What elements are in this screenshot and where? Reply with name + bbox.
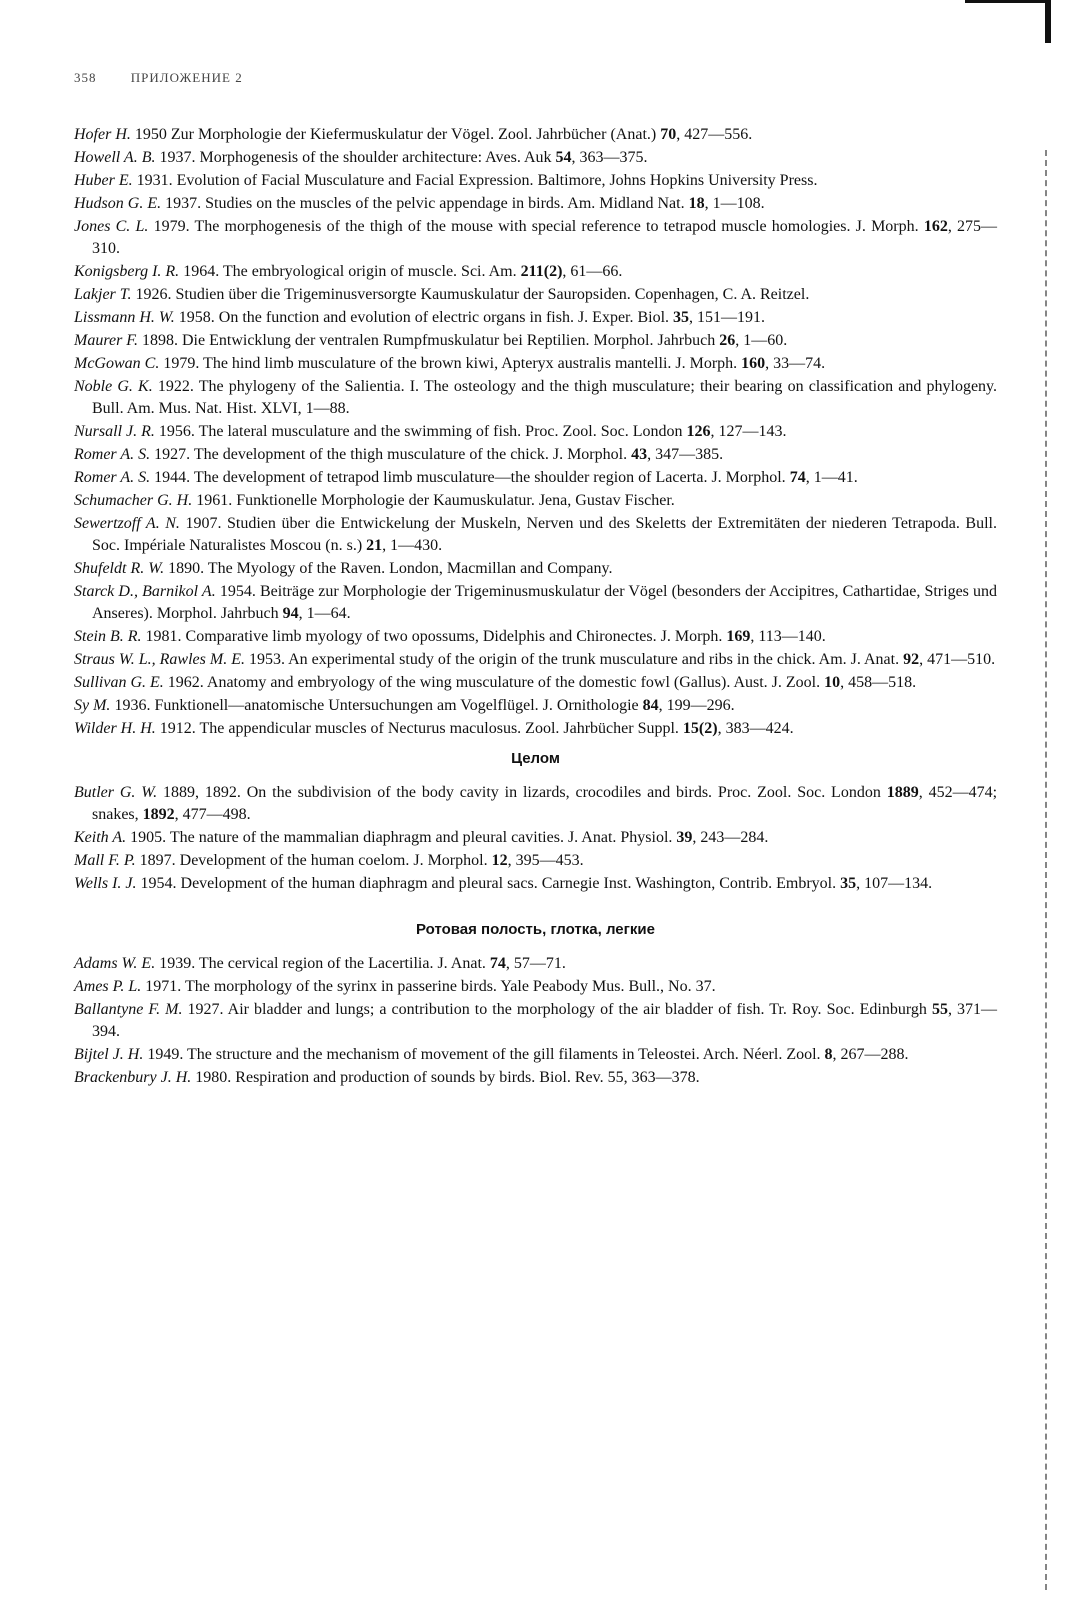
reference-text: 1927. The development of the thigh musculature of the chick. J. Morphol. [154,446,632,463]
reference-entry [74,376,997,420]
reference-volume: 94 [282,605,299,622]
reference-author: Konigsberg I. R. [74,263,180,280]
reference-pages: , 1—60. [735,332,788,349]
reference-pages: , 452—474; snakes, [92,784,998,823]
reference-volume: 54 [555,149,572,166]
reference-volume: 8 [824,1046,833,1063]
reference-entry [74,1044,997,1066]
reference-volume: 43 [631,446,648,463]
reference-volume: 39 [676,829,693,846]
reference-text: 1897. Development of the human coelom. J. Morphol. [139,852,492,869]
reference-text: 1954. Beiträge zur Morphologie der Trigeminusmuskulatur der Vögel (besonders der Accipitres, Cathartidae, Striges und Anseres). Morphol. Jahrbuch [92,583,998,622]
reference-volume: 15(2) [682,720,718,737]
reference-text: 1981. Comparative limb myology of two opossums, Didelphis and Chironectes. J. Morph. [145,628,727,645]
reference-text: 1922. The phylogeny of the Salientia. I. The osteology and the thigh musculature; their bearing on classification and phylogeny. Bull. Am. Mus. Nat. Hist. XLVI, 1—88. [92,378,998,417]
reference-author: Shufeldt R. W. [74,560,165,577]
running-title: ПРИЛОЖЕНИЕ 2 [130,70,243,85]
reference-entry [74,695,997,717]
reference-text: 1958. On the function and evolution of electric organs in fish. J. Exper. Biol. [178,309,674,326]
reference-entry [74,581,997,625]
reference-text: 1950 Zur Morphologie der Kiefermuskulatur der Vögel. Zool. Jahrbücher (Anat.) [134,126,661,143]
reference-volume: 55 [931,1001,948,1018]
reference-entry [74,1067,997,1089]
reference-volume: 21 [366,537,383,554]
reference-pages: , 1—430. [382,537,443,554]
reference-author: Stein B. R. [74,628,142,645]
reference-pages: , 199—296. [658,697,735,714]
reference-entry [74,216,997,260]
reference-author: Bijtel J. H. [74,1046,144,1063]
reference-pages: , 1—64. [298,605,351,622]
reference-author: Straus W. L., Rawles M. E. [74,651,245,668]
reference-author: Huber E. [74,172,133,189]
reference-text: 1971. The morphology of the syrinx in passerine birds. Yale Peabody Mus. Bull., No. 37. [145,978,716,995]
reference-pages: , 427—556. [676,126,753,143]
reference-entry [74,999,997,1043]
reference-author: Nursall J. R. [74,423,155,440]
reference-author: Brackenbury J. H. [74,1069,192,1086]
reference-volume: 12 [491,852,508,869]
reference-volume: 84 [642,697,659,714]
reference-volume: 35 [673,309,690,326]
section-title: Целом [511,750,560,767]
reference-author: Jones C. L. [74,218,149,235]
reference-pages: , 57—71. [505,955,566,972]
reference-text: 1907. Studien über die Entwickelung der Muskeln, Nerven und des Skeletts der Extremitäten der niederen Tetrapoda. Bull. Soc. Impériale Naturalistes Moscou (n. s.) [92,515,997,554]
reference-entry [74,718,997,740]
reference-entry [74,467,997,489]
reference-author: Schumacher G. H. [74,492,193,509]
reference-text: 1937. Studies on the muscles of the pelvic appendage in birds. Am. Midland Nat. [165,195,689,212]
reference-text: 1912. The appendicular muscles of Necturus maculosus. Zool. Jahrbücher Suppl. [159,720,683,737]
reference-pages: , 113—140. [750,628,826,645]
reference-volume: 74 [789,469,806,486]
reference-author: Romer A. S. [74,446,151,463]
reference-entry [74,649,997,671]
reference-author: Adams W. E. [74,955,156,972]
reference-volume: 70 [660,126,677,143]
reference-text: 1889, 1892. On the subdivision of the body cavity in lizards, crocodiles and birds. Proc. Zool. Soc. London [163,784,887,801]
reference-volume: 1889 [886,784,919,801]
reference-volume: 92 [903,651,920,668]
reference-text: 1962. Anatomy and embryology of the wing musculature of the domestic fowl (Gallus). Aust. J. Zool. [167,674,825,691]
reference-pages: , 151—191. [689,309,766,326]
reference-pages: , 371—394. [92,1001,998,1040]
reference-pages: , 33—74. [765,355,826,372]
reference-pages: , 477—498. [174,806,251,823]
reference-entry [74,353,997,375]
reference-text: 1979. The morphogenesis of the thigh of the mouse with special reference to tetrapod muscle homologies. J. Morph. [153,218,924,235]
reference-text: 1961. Funktionelle Morphologie der Kaumuskulatur. Jena, Gustav Fischer. [196,492,675,509]
reference-text: 1956. The lateral musculature and the swimming of fish. Proc. Zool. Soc. London [158,423,687,440]
reference-author: Ballantyne F. M. [74,1001,183,1018]
reference-text: 1979. The hind limb musculature of the brown kiwi, Apteryx australis mantelli. J. Morph. [163,355,742,372]
reference-pages: , 267—288. [832,1046,909,1063]
reference-entry [74,421,997,443]
reference-pages: , 395—453. [507,852,584,869]
reference-author: Mall F. P. [74,852,136,869]
reference-entry [74,672,997,694]
reference-pages: , 383—424. [717,720,794,737]
reference-text: 1953. An experimental study of the origin of the trunk musculature and ribs in the chick. Am. J. Anat. [248,651,904,668]
reference-volume: 26 [719,332,736,349]
scan-edge-artifact [1037,150,1047,1590]
reference-volume: 10 [824,674,841,691]
reference-author: Sy M. [74,697,111,714]
reference-entry [74,782,997,826]
reference-volume: 74 [489,955,506,972]
reference-author: Wells I. J. [74,875,137,892]
reference-text: 1944. The development of tetrapod limb musculature—the shoulder region of Lacerta. J. Morphol. [154,469,790,486]
reference-text: 1890. The Myology of the Raven. London, Macmillan and Company. [168,560,613,577]
reference-entry [74,444,997,466]
reference-pages: , 107—134. [856,875,933,892]
reference-pages: , 243—284. [692,829,769,846]
reference-author: Ames P. L. [74,978,142,995]
reference-author: Maurer F. [74,332,138,349]
reference-entry [74,490,997,512]
reference-text: 1898. Die Entwicklung der ventralen Rumpfmuskulatur bei Reptilien. Morphol. Jahrbuch [142,332,720,349]
reference-text: 1931. Evolution of Facial Musculature and Facial Expression. Baltimore, Johns Hopkins University Press. [136,172,818,189]
reference-entry [74,850,997,872]
reference-entry [74,873,997,895]
reference-volume: 211(2) [520,263,563,280]
reference-text: 1964. The embryological origin of muscle. Sci. Am. [183,263,521,280]
reference-volume: 35 [840,875,857,892]
reference-entry [74,170,997,192]
reference-text: 1905. The nature of the mammalian diaphragm and pleural cavities. J. Anat. Physiol. [130,829,677,846]
reference-entry [74,307,997,329]
reference-author: Lissmann H. W. [74,309,175,326]
reference-entry [74,261,997,283]
reference-text: 1954. Development of the human diaphragm and pleural sacs. Carnegie Inst. Washington, Contrib. Embryol. [140,875,841,892]
reference-author: McGowan C. [74,355,160,372]
reference-pages: , 458—518. [840,674,917,691]
reference-pages: , 61—66. [562,263,623,280]
reference-pages: , 275—310. [92,218,997,257]
reference-pages: , 1—41. [805,469,858,486]
reference-volume: 1892 [142,806,175,823]
reference-text: 1926. Studien über die Trigeminusversorgte Kaumuskulatur der Sauropsiden. Copenhagen, C. A. Reitzel. [135,286,810,303]
reference-entry [74,124,997,146]
reference-author: Sewertzoff A. N. [74,515,180,532]
reference-entry [74,976,997,998]
reference-author: Wilder H. H. [74,720,156,737]
reference-pages: , 1—108. [704,195,765,212]
reference-volume: 162 [923,218,948,235]
reference-pages: , 127—143. [710,423,787,440]
running-header [74,70,273,86]
reference-volume: 126 [686,423,711,440]
reference-author: Sullivan G. E. [74,674,164,691]
reference-pages: , 363—375. [571,149,648,166]
reference-list [74,124,997,1090]
reference-entry [74,513,997,557]
reference-author: Butler G. W. [74,784,158,801]
reference-text: 1980. Respiration and production of sounds by birds. Biol. Rev. 55, 363—378. [195,1069,700,1086]
reference-text: 1936. Funktionell—anatomische Untersuchungen am Vogelflügel. J. Ornithologie [114,697,643,714]
reference-text: 1949. The structure and the mechanism of movement of the gill filaments in Teleostei. Arch. Néerl. Zool. [147,1046,825,1063]
reference-entry [74,953,997,975]
scan-corner-mark [965,0,1051,43]
reference-pages: , 347—385. [647,446,724,463]
reference-text: 1927. Air bladder and lungs; a contribution to the morphology of the air bladder of fish. Tr. Roy. Soc. Edinburgh [187,1001,932,1018]
reference-entry [74,284,997,306]
reference-author: Keith A. [74,829,127,846]
reference-entry [74,558,997,580]
reference-author: Hudson G. E. [74,195,162,212]
reference-volume: 18 [688,195,705,212]
reference-text: 1937. Morphogenesis of the shoulder architecture: Aves. Auk [159,149,556,166]
reference-author: Howell A. B. [74,149,156,166]
reference-author: Noble G. K. [74,378,153,395]
reference-author: Lakjer T. [74,286,132,303]
reference-entry [74,330,997,352]
reference-entry [74,193,997,215]
reference-entry [74,626,997,648]
page-number: 358 [74,70,97,85]
reference-volume: 169 [726,628,751,645]
reference-author: Starck D., Barnikol A. [74,583,216,600]
reference-text: 1939. The cervical region of the Lacertilia. J. Anat. [159,955,490,972]
reference-author: Romer A. S. [74,469,151,486]
reference-author: Hofer H. [74,126,131,143]
reference-entry [74,827,997,849]
reference-pages: , 471—510. [919,651,996,668]
reference-entry [74,147,997,169]
reference-volume: 160 [741,355,766,372]
section-title: Ротовая полость, глотка, легкие [416,921,655,938]
